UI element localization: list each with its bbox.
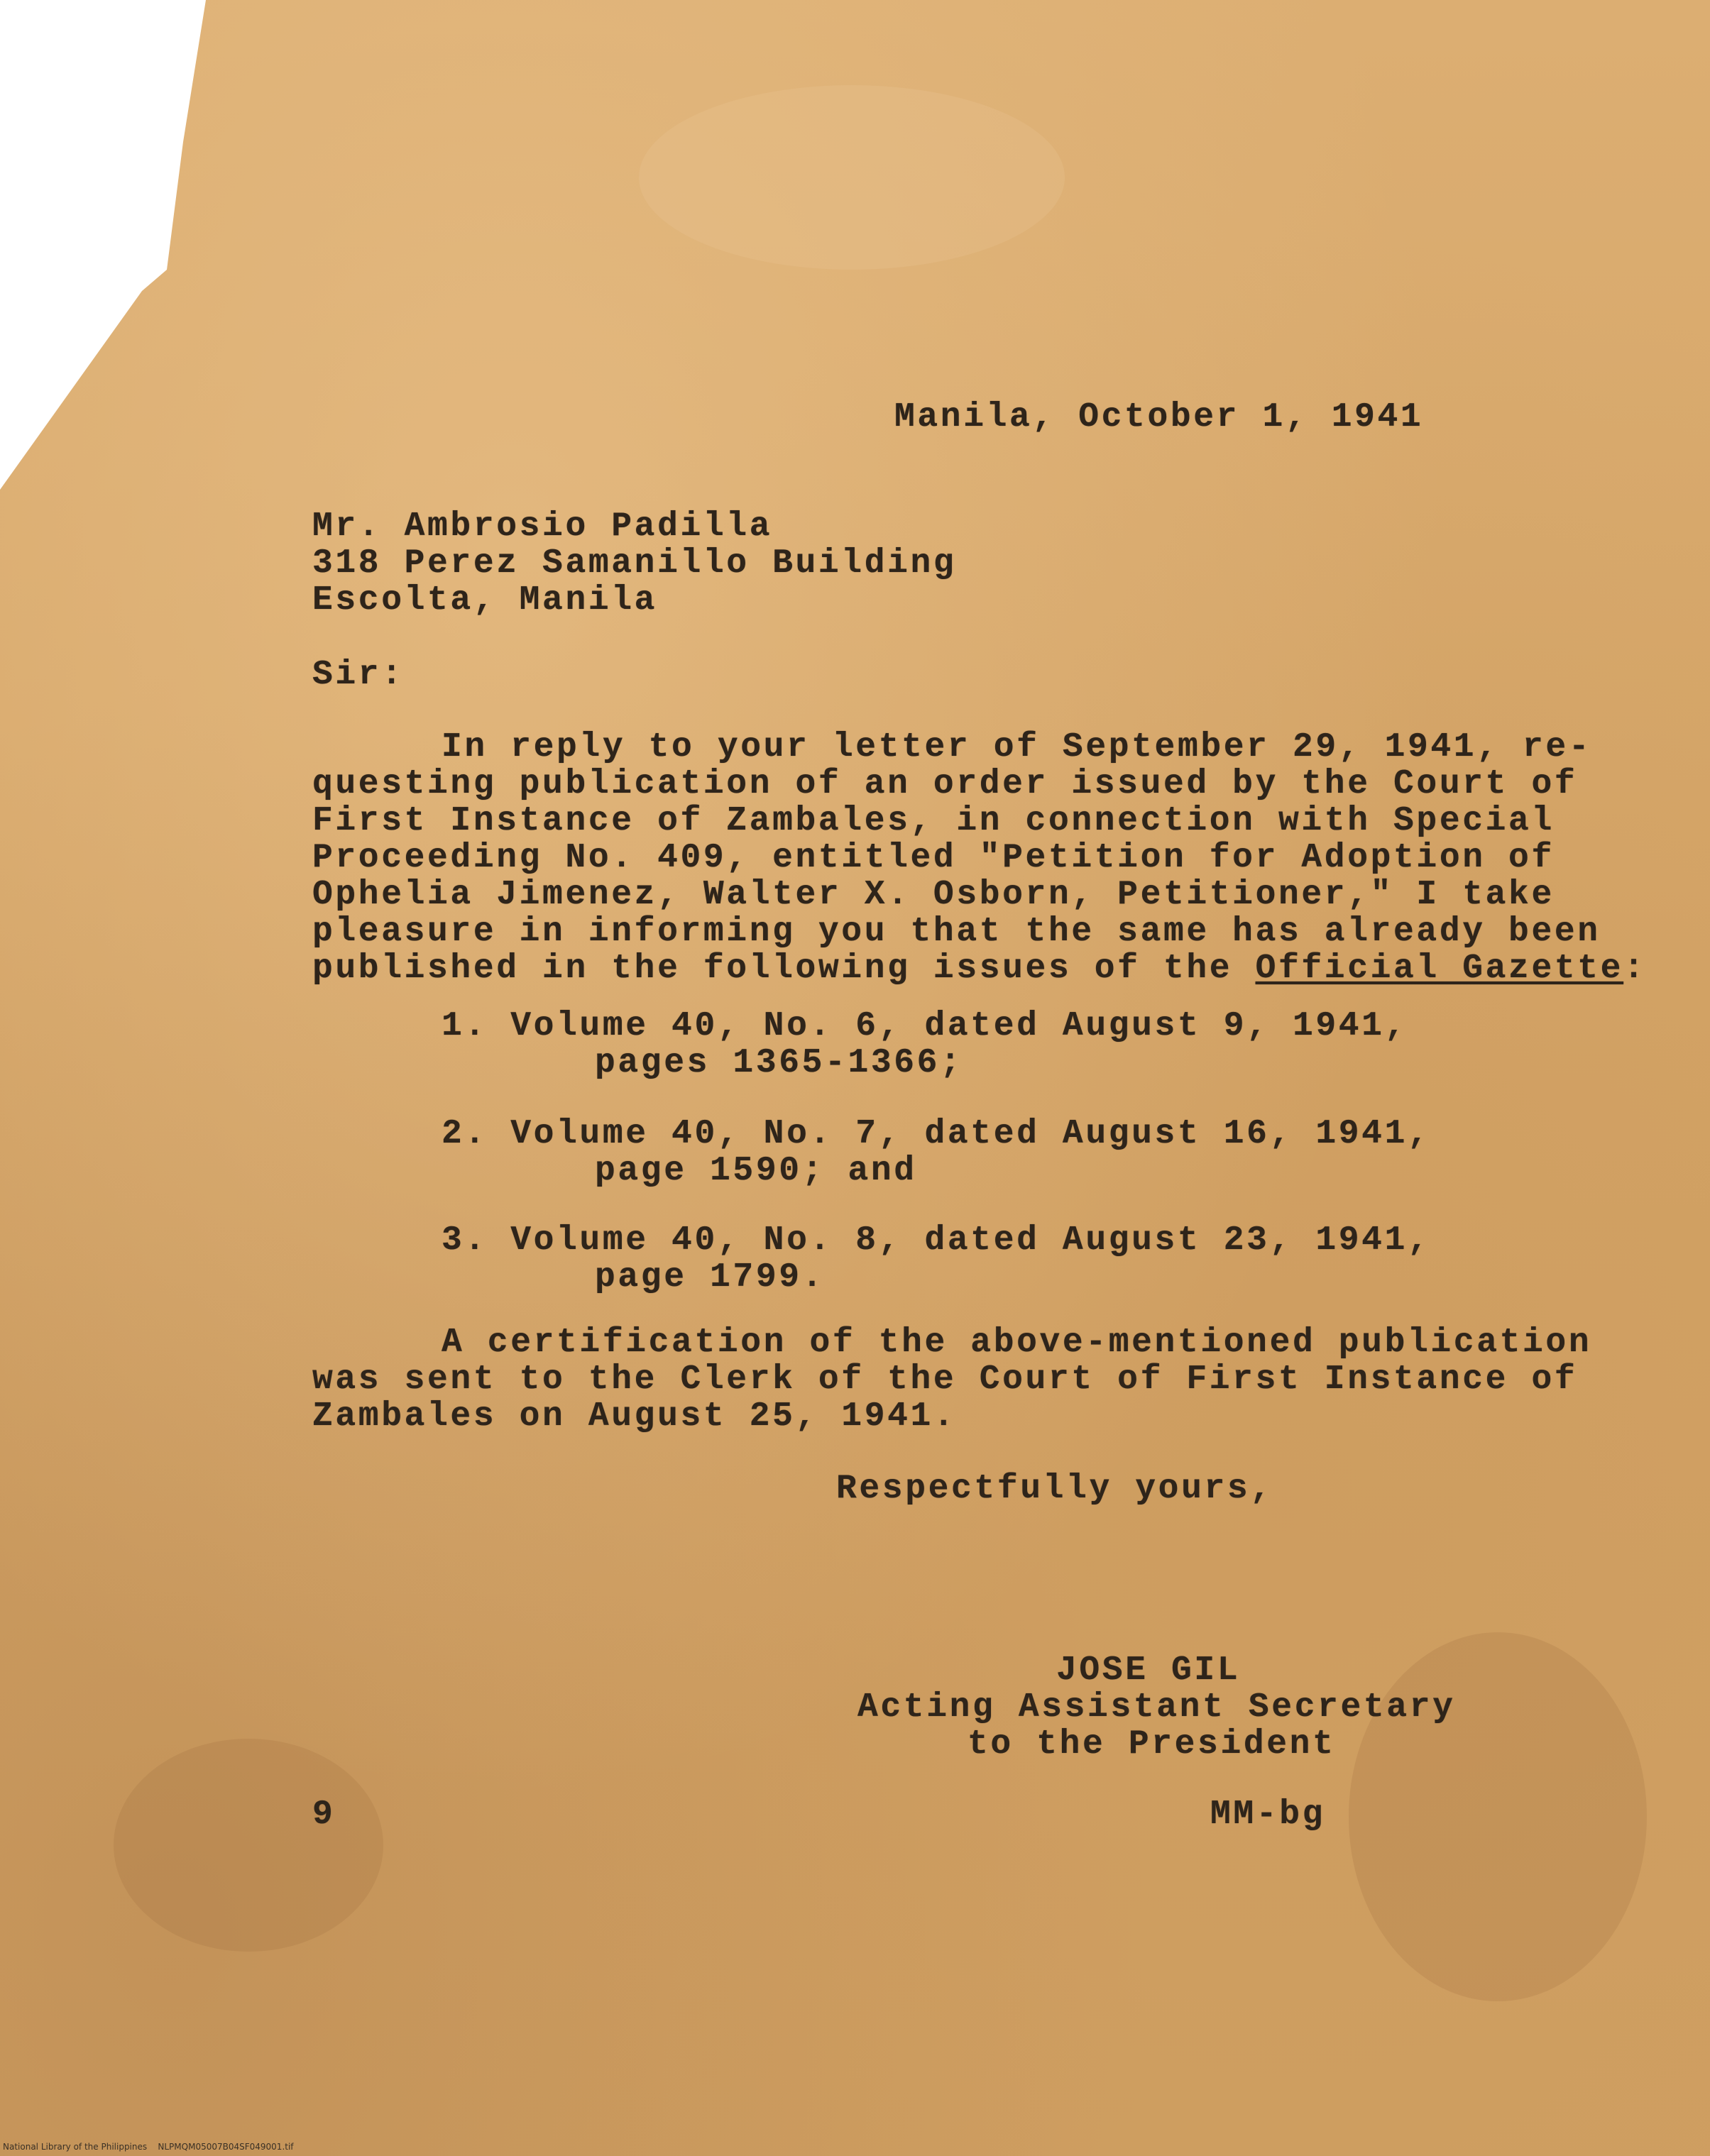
issue-1-line2: pages 1365-1366; (595, 1044, 963, 1082)
official-gazette: Official Gazette (1255, 950, 1624, 988)
body-line-suffix: : (1623, 950, 1647, 988)
body-line-prefix: published in the following issues of the (312, 950, 1256, 988)
body-line: was sent to the Clerk of the Court of First Instance of (312, 1360, 1578, 1399)
body-line-last (312, 950, 1646, 987)
body-line: pleasure in informing you that the same has already been (312, 913, 1601, 951)
issue-3-line1: 3. Volume 40, No. 8, dated August 23, 1941, (442, 1221, 1431, 1260)
issue-1-line1: 1. Volume 40, No. 6, dated August 9, 1941, (442, 1007, 1408, 1045)
body-line: In reply to your letter of September 29, 1941, re- (442, 728, 1592, 766)
body-line: Ophelia Jimenez, Walter X. Osborn, Petitioner," I take (312, 876, 1555, 914)
signatory-title-line1: Acting Assistant Secretary (857, 1688, 1456, 1727)
scan-caption: National Library of the Philippines NLPMQM05007B04SF049001.tif (3, 2142, 294, 2152)
signatory-name: JOSE GIL (1056, 1651, 1241, 1690)
issue-2-line1: 2. Volume 40, No. 7, dated August 16, 1941, (442, 1115, 1431, 1153)
body-line: First Instance of Zambales, in connection with Special (312, 802, 1555, 840)
salutation: Sir: (312, 656, 405, 694)
closing: Respectfully yours, (836, 1470, 1273, 1508)
page-marker: 9 (312, 1795, 336, 1834)
body-line: questing publication of an order issued by the Court of (312, 765, 1578, 803)
body-line: Proceeding No. 409, entitled "Petition for Adoption of (312, 839, 1555, 877)
dateline: Manila, October 1, 1941 (894, 398, 1424, 436)
torn-corner (0, 0, 213, 497)
recipient-address-line2: Escolta, Manila (312, 581, 658, 620)
body-line: A certification of the above-mentioned publication (442, 1324, 1592, 1362)
issue-3-line2: page 1799. (595, 1258, 826, 1297)
reference-initials: MM-bg (1210, 1795, 1326, 1834)
issue-2-line2: page 1590; and (595, 1152, 917, 1190)
recipient-address-line1: 318 Perez Samanillo Building (312, 544, 957, 583)
body-line: Zambales on August 25, 1941. (312, 1397, 957, 1436)
signatory-title-line2: to the President (968, 1725, 1336, 1764)
recipient-name: Mr. Ambrosio Padilla (312, 507, 773, 546)
